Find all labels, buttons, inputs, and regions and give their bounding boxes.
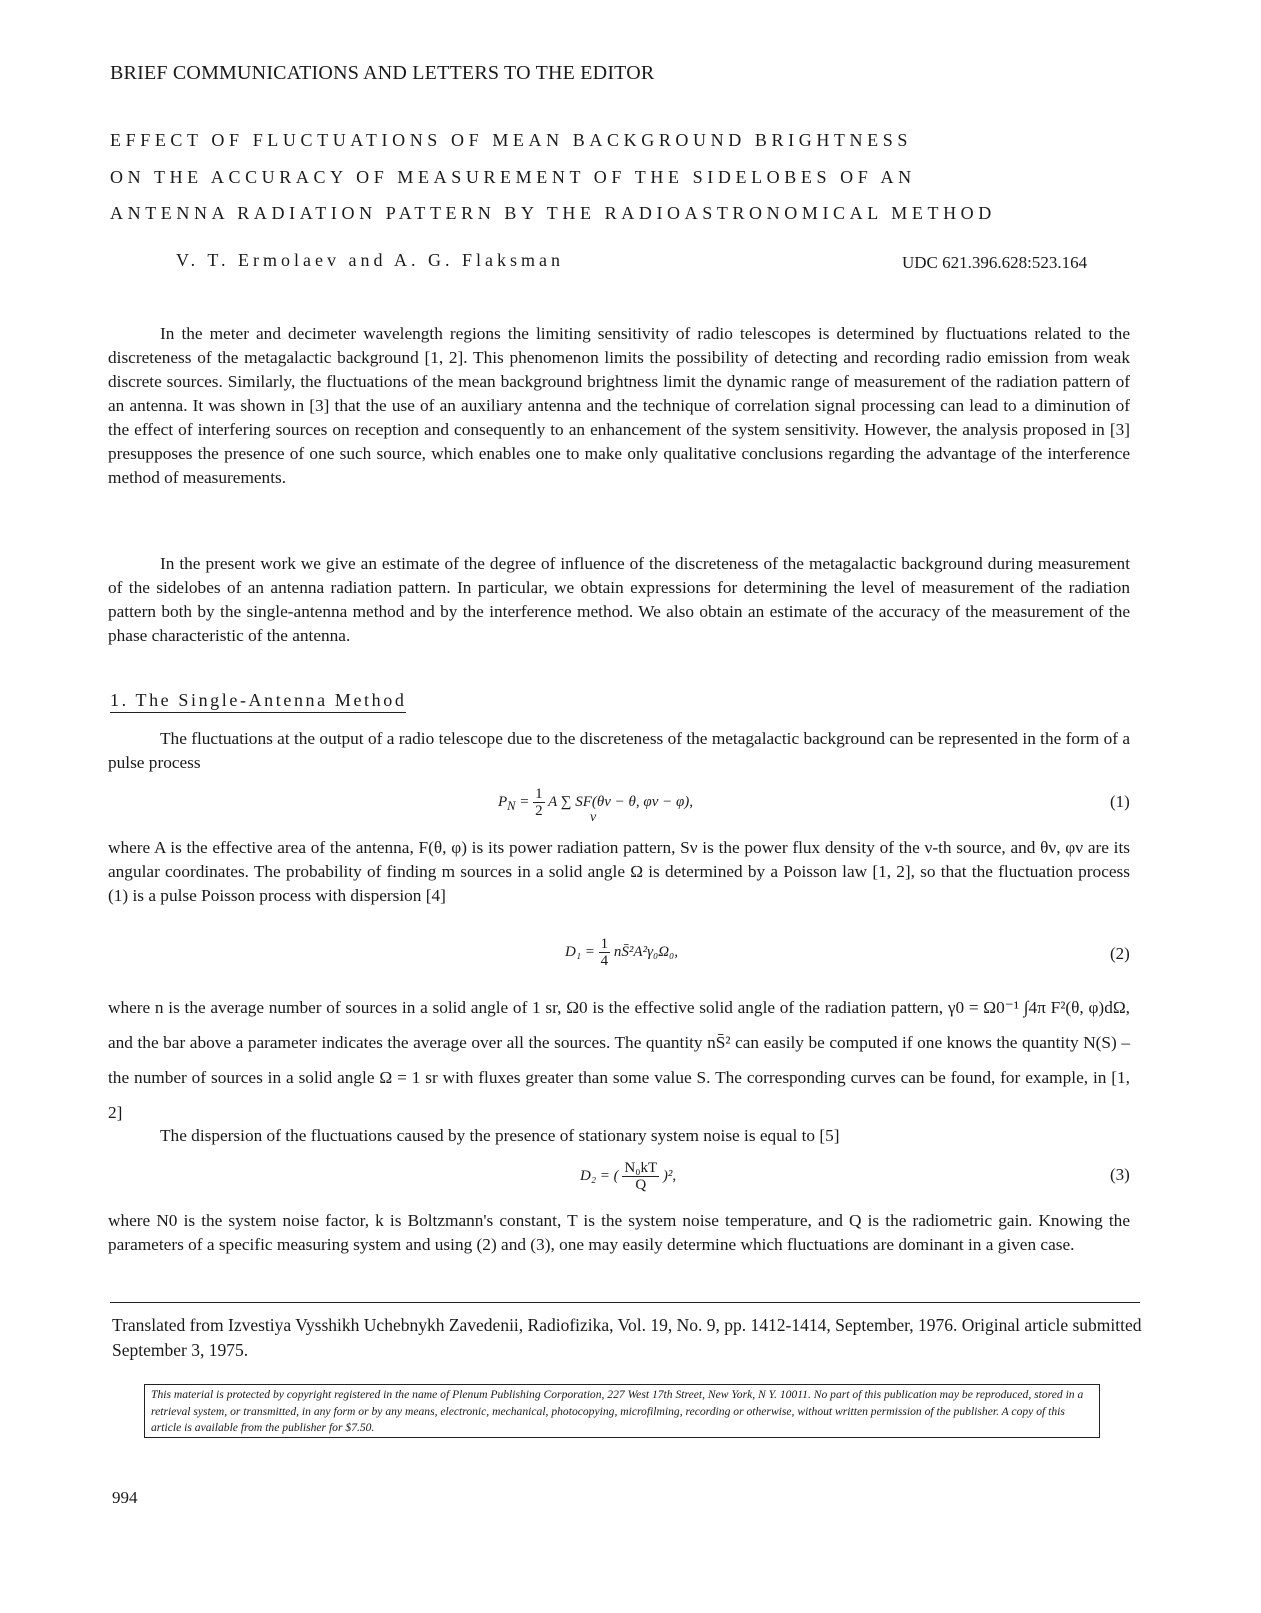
footnote-divider xyxy=(110,1302,1140,1303)
equation-2 xyxy=(565,936,678,969)
eq2-denominator: 4 xyxy=(600,953,609,969)
paragraph-sources: where n is the average number of sources in a solid angle of 1 sr, Ω0 is the effective solid angle of the radiation pattern, γ0 = Ω0⁻¹ ∫4π F²(θ, φ)dΩ, and the bar above a parameter indicates the average over all the sources. The quantity nS̄² can easily be computed if one knows the quantity N(S) – the number of sources in a solid angle Ω = 1 sr with fluxes greater than some value S. The corresponding curves can be found, for example, in [1, 2] xyxy=(108,998,1130,1122)
paragraph-stationary-noise: The dispersion of the fluctuations caused by the presence of stationary system noise is equal to [5] xyxy=(160,1126,840,1145)
eq1-denominator: 2 xyxy=(535,803,543,819)
eq1-tail: F(θν − θ, φν − φ), xyxy=(582,793,694,810)
equation-2-number: (2) xyxy=(1110,944,1130,963)
article-title-line-2: ON THE ACCURACY OF MEASUREMENT OF THE SIDELOBES OF AN xyxy=(110,167,916,187)
section-heading: BRIEF COMMUNICATIONS AND LETTERS TO THE EDITOR xyxy=(110,62,655,84)
article-title-line-3: ANTENNA RADIATION PATTERN BY THE RADIOASTRONOMICAL METHOD xyxy=(110,203,996,223)
article-title-line-1: EFFECT OF FLUCTUATIONS OF MEAN BACKGROUND BRIGHTNESS xyxy=(110,130,912,150)
paragraph-poisson: where A is the effective area of the antenna, F(θ, φ) is its power radiation pattern, Sν is the power flux density of the ν-th source, and θν, φν are its angular coordinates. The probability of finding m sources in a solid angle Ω is determined by a Poisson law [1, 2], so that the fluctuation process (1) is a pulse Poisson process with dispersion [4] xyxy=(108,838,1130,905)
eq1-sum: A ∑ S xyxy=(548,793,583,810)
udc-code: UDC 621.396.628:523.164 xyxy=(902,253,1088,272)
eq1-numerator: 1 xyxy=(535,786,543,802)
paragraph-pulse-process: The fluctuations at the output of a radio telescope due to the discreteness of the metagalactic background can be represented in the form of a pulse process xyxy=(108,729,1130,772)
eq2-fraction xyxy=(599,936,611,969)
equation-3 xyxy=(580,1160,676,1193)
equation-1 xyxy=(498,786,694,825)
eq3-fraction xyxy=(622,1160,659,1193)
eq1-equals: = xyxy=(519,793,534,810)
translation-footnote: Translated from Izvestiya Vysshikh Uchebnykh Zavedenii, Radiofizika, Vol. 19, No. 9, pp. 1412-1414, September, 1976. Original article submitted September 3, 1975. xyxy=(112,1315,1142,1360)
eq3-numerator: N₀kT xyxy=(624,1160,658,1176)
eq3-rhs: )², xyxy=(662,1167,677,1184)
eq3-denominator: Q xyxy=(635,1177,647,1193)
eq2-numerator: 1 xyxy=(600,936,609,952)
copyright-notice: This material is protected by copyright registered in the name of Plenum Publishing Corporation, 227 West 17th Street, New York, N Y. 10011. No part of this publication may be reproduced, stored in a retrieval system, or transmitted, in any form or by any means, electronic, mechanical, photocopying, microfilming, recording or otherwise, without written permission of the publisher. A copy of this article is available from the publisher for $7.50. xyxy=(144,1384,1100,1438)
paragraph-intro: In the meter and decimeter wavelength regions the limiting sensitivity of radio telescopes is determined by fluctuations related to the discreteness of the metagalactic background [1, 2]. This phenomenon limits the possibility of detecting and recording radio emission from weak discrete sources. Similarly, the fluctuations of the mean background brightness limit the dynamic range of measurement of the radiation pattern of an antenna. It was shown in [3] that the use of an auxiliary antenna and the technique of correlation signal processing can lead to a diminution of the effect of interfering sources on reception and consequently to an enhancement of the system sensitivity. However, the analysis proposed in [3] presupposes the presence of one such source, which enables one to make only qualitative conclusions regarding the advantage of the interference method of measurements. xyxy=(108,324,1130,487)
authors: V. T. Ermolaev and A. G. Flaksman xyxy=(176,250,564,270)
page-number: 994 xyxy=(112,1488,138,1507)
eq1-fraction xyxy=(533,786,545,819)
eq1-sum-index: ν xyxy=(590,810,597,825)
eq1-lhs: P xyxy=(498,793,508,810)
subsection-heading: 1. The Single-Antenna Method xyxy=(110,690,406,713)
eq2-rhs: nS̄²A²γ₀Ω₀, xyxy=(613,943,679,960)
eq2-lhs: D₁ = xyxy=(565,943,599,960)
paragraph-noise-factor: where N0 is the system noise factor, k is Boltzmann's constant, T is the system noise temperature, and Q is the radiometric gain. Knowing the parameters of a specific measuring system and using (2) and (3), one may easily determine which fluctuations are dominant in a given case. xyxy=(108,1211,1130,1254)
equation-1-number: (1) xyxy=(1110,792,1130,811)
equation-3-number: (3) xyxy=(1110,1165,1130,1184)
eq3-lhs: D₂ = ( xyxy=(580,1167,619,1184)
paragraph-present-work: In the present work we give an estimate of the degree of influence of the discreteness of the metagalactic background during measurement of the sidelobes of an antenna radiation pattern. In particular, we obtain expressions for determining the level of measurement of the radiation pattern both by the single-antenna method and by the interference method. We also obtain an estimate of the accuracy of the measurement of the phase characteristic of the antenna. xyxy=(108,554,1130,645)
eq1-subscript: N xyxy=(507,798,516,813)
